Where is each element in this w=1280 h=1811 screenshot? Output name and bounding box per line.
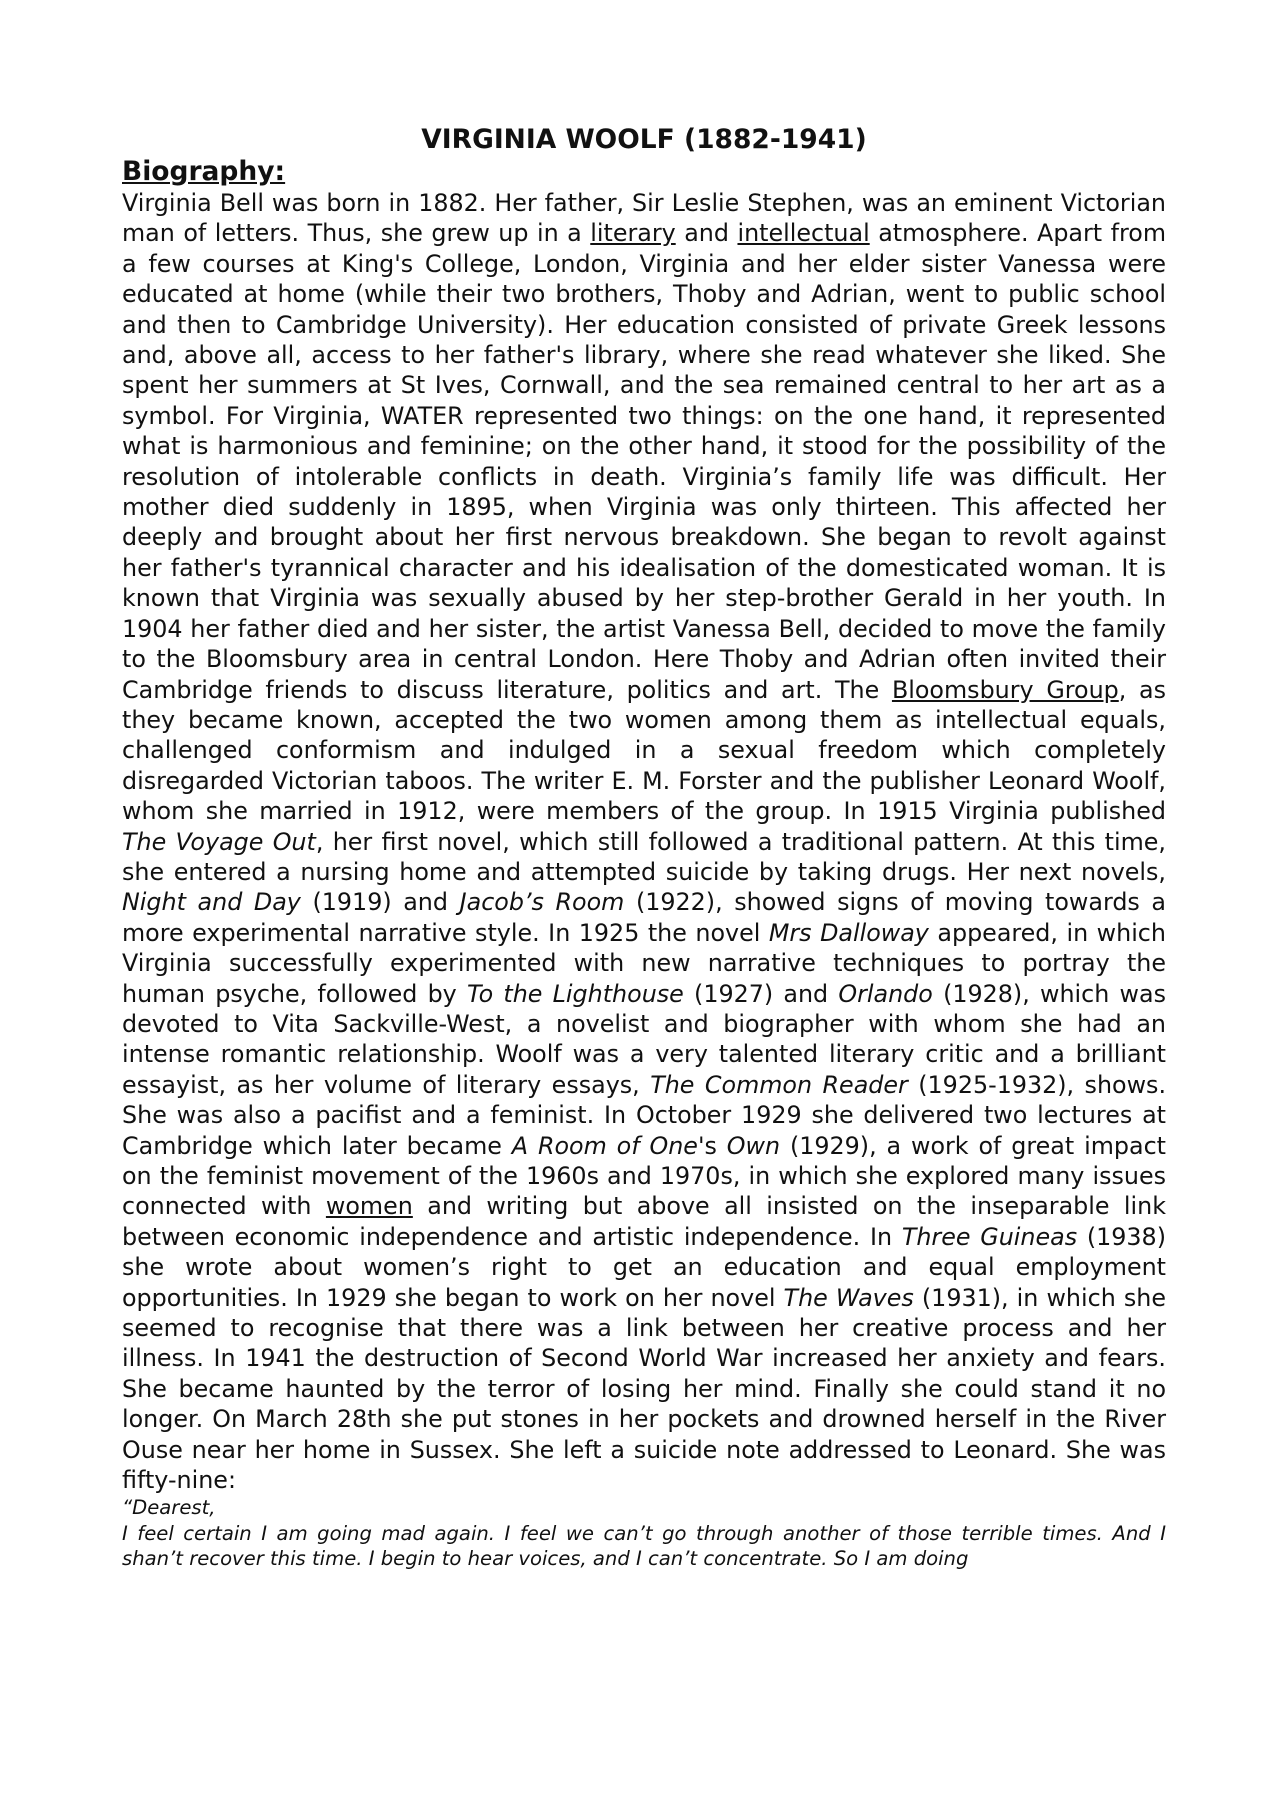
underlined-term: women — [325, 1192, 413, 1221]
text-segment: (1925-1932), shows. She was also a pacifist and a feminist. In October 1929 she delivered two lectures at Cambridge which later became — [122, 1070, 1167, 1160]
italic-title-text: Orlando — [838, 979, 933, 1008]
text-segment: and — [675, 219, 738, 248]
italic-title-text: The Common Reader — [650, 1070, 908, 1099]
text-segment: Virginia Bell was born in 1882. Her father, Sir Leslie Stephen, was an eminent Victorian man of letters. Thus, she grew up in a — [122, 189, 1166, 248]
text-segment: (1919) and — [300, 888, 460, 917]
underlined-term: intellectual — [737, 219, 870, 248]
italic-title-text: Jacob’s Room — [459, 888, 625, 917]
text-segment: and writing but above all insisted on the inseparable link between economic independence and artistic independence. In — [122, 1192, 1166, 1251]
text-segment: appeared, in which Virginia successfully experimented with new narrative techniques to portray the human psyche, followed by — [122, 918, 1166, 1008]
letter-salutation: “Dearest, — [122, 1496, 216, 1520]
italic-title-text: Three Guineas — [901, 1222, 1078, 1251]
underlined-term: literary — [590, 219, 676, 248]
text-segment: (1922), showed signs of moving towards a more experimental narrative style. In 1925 the novel — [122, 888, 1167, 947]
italic-title-text: The Voyage Out — [122, 827, 316, 856]
letter-text: I feel certain I am going mad again. I feel we can’t go through another of those terrible times. And I shan’t recover this time. I begin to hear voices, and I can’t concentrate. So I am doing — [122, 1521, 1166, 1571]
italic-title-text: To the Lighthouse — [467, 979, 684, 1008]
italic-title-text: Night and Day — [122, 888, 301, 917]
document-page — [122, 124, 1166, 1572]
underlined-term: Bloomsbury Group — [891, 675, 1119, 704]
italic-title-text: The Waves — [783, 1283, 914, 1312]
text-segment: 's — [697, 1131, 727, 1160]
text-segment: , as they became known, accepted the two women among them as intellectual equals, challenged conformism and indulged in a sexual freedom which completely disregarded Victorian taboos. The writer E. M. Forster and the publisher Leonard Woolf, whom she married in 1912, were members of the group. In 1915 Virginia published — [122, 675, 1166, 826]
text-segment: (1931), in which she seemed to recognise that there was a link between her creative process and her illness. In 1941 the destruction of Second World War increased her anxiety and fears. She became haunted by the terror of losing her mind. Finally she could stand it no longer. On March 28th she put stones in her pockets and drowned herself in the River Ouse near her home in Sussex. She left a suicide note addressed to Leonard. She was fifty-nine: — [122, 1283, 1166, 1495]
text-segment: , her first novel, which still followed a traditional pattern. At this time, she entered a nursing home and attempted suicide by taking drugs. Her next novels, — [122, 827, 1166, 886]
text-segment: (1938) she wrote about women’s right to get an education and equal employment opportunities. In 1929 she began to work on her novel — [122, 1222, 1166, 1312]
text-segment: (1927) and — [683, 979, 839, 1008]
italic-title-text: Mrs Dalloway — [768, 918, 929, 947]
section-heading: Biography: — [122, 156, 286, 187]
italic-title-text: Own — [726, 1131, 781, 1160]
italic-title-text: A Room of One — [511, 1131, 698, 1160]
text-segment: (1928), which was devoted to Vita Sackville-West, a novelist and biographer with whom she had an intense romantic relationship. Woolf was a very talented literary critic and a brilliant essayist, as her volume of literary essays, — [122, 979, 1166, 1099]
text-segment: (1929), a work of great impact on the feminist movement of the 1960s and 1970s, in which she explored many issues connected with — [122, 1131, 1166, 1221]
document-title: VIRGINIA WOOLF (1882-1941) — [421, 124, 867, 155]
text-segment: atmosphere. Apart from a few courses at King's College, London, Virginia and her elder sister Vanessa were educated at home (while their two brothers, Thoby and Adrian, went to public school and then to Cambridge University). Her education consisted of private Greek lessons and, above all, access to her father's library, where she read whatever she liked. She spent her summers at St Ives, Cornwall, and the sea remained central to her art as a symbol. For Virginia, WATER represented two things: on the one hand, it represented what is harmonious and feminine; on the other hand, it stood for the possibility of the resolution of intolerable conflicts in death. Virginia’s family life was difficult. Her mother died suddenly in 1895, when Virginia was only thirteen. This affected her deeply and brought about her first nervous breakdown. She began to revolt against her father's tyrannical character and his idealisation of the domesticated woman. It is known that Virginia was sexually abused by her step-brother Gerald in her youth. In 1904 her father died and her sister, the artist Vanessa Bell, decided to move the family to the Bloomsbury area in central London. Here Thoby and Adrian often invited their Cambridge friends to discuss literature, politics and art. The — [122, 219, 1166, 704]
biography-paragraph — [122, 188, 1166, 1495]
